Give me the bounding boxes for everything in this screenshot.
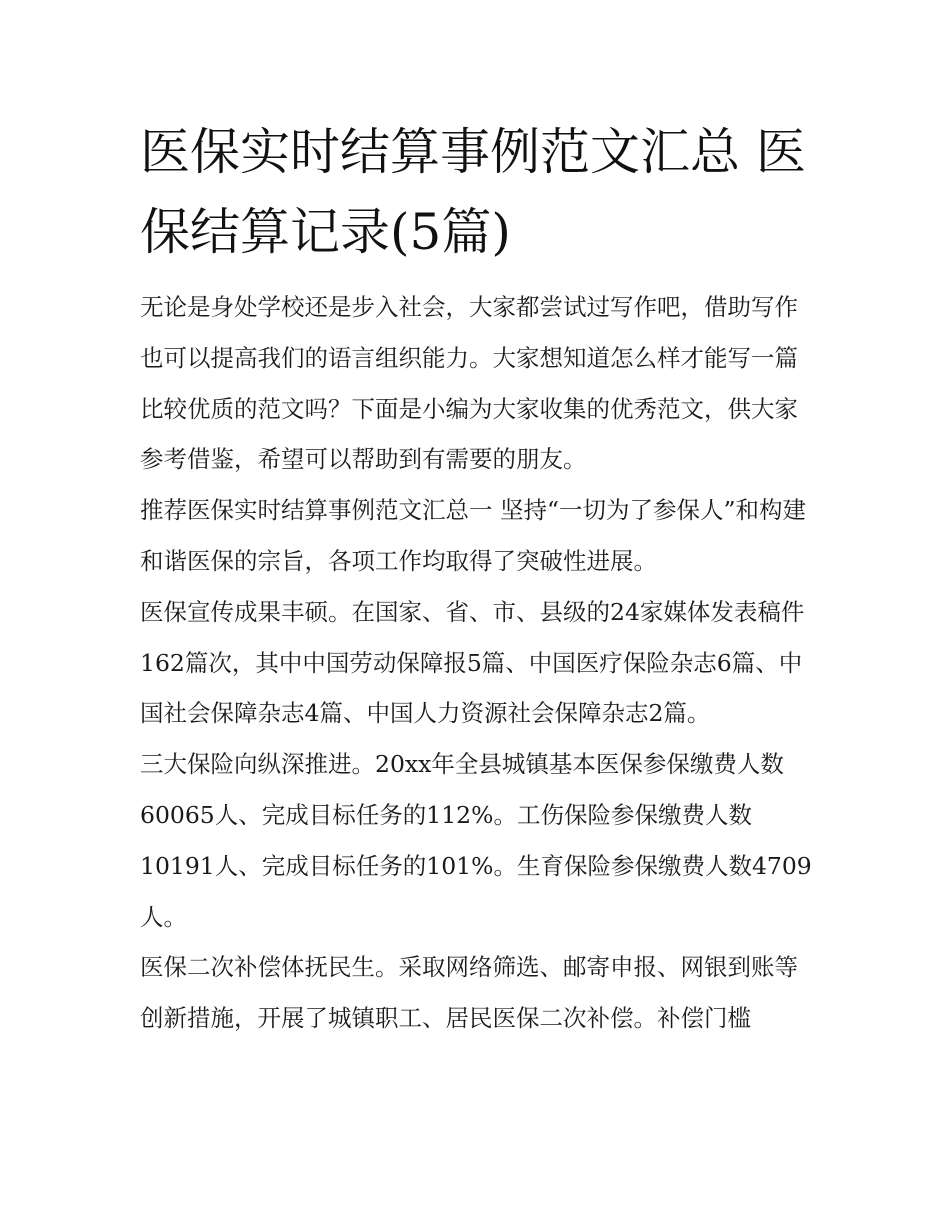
document-body bbox=[140, 282, 820, 1044]
paragraph-publicity: 医保宣传成果丰硕。在国家、省、市、县级的24家媒体发表稿件162篇次，其中中国劳动保障报5篇、中国医疗保险杂志6篇、中国社会保障杂志4篇、中国人力资源社会保障杂志2篇。 bbox=[140, 597, 805, 728]
paragraph-recommend: 推荐医保实时结算事例范文汇总一 坚持“一切为了参保人”和构建和谐医保的宗旨，各项工作均取得了突破性进展。 bbox=[140, 496, 806, 575]
paragraph-compensation: 医保二次补偿体抚民生。采取网络筛选、邮寄申报、网银到账等创新措施，开展了城镇职工、居民医保二次补偿。补偿门槛 bbox=[140, 953, 798, 1033]
paragraph-insurance: 三大保险向纵深推进。20xx年全县城镇基本医保参保缴费人数60065人、完成目标任务的112%。工伤保险参保缴费人数10191人、完成目标任务的101%。生育保险参保缴费人数4709人。 bbox=[140, 750, 812, 931]
document-title: 医保实时结算事例范文汇总 医保结算记录(5篇) bbox=[140, 123, 806, 261]
paragraph-intro: 无论是身处学校还是步入社会，大家都尝试过写作吧，借助写作也可以提高我们的语言组织能力。大家想知道怎么样才能写一篇比较优质的范文吗？下面是小编为大家收集的优秀范文，供大家参考借鉴，希望可以帮助到有需要的朋友。 bbox=[140, 293, 798, 474]
